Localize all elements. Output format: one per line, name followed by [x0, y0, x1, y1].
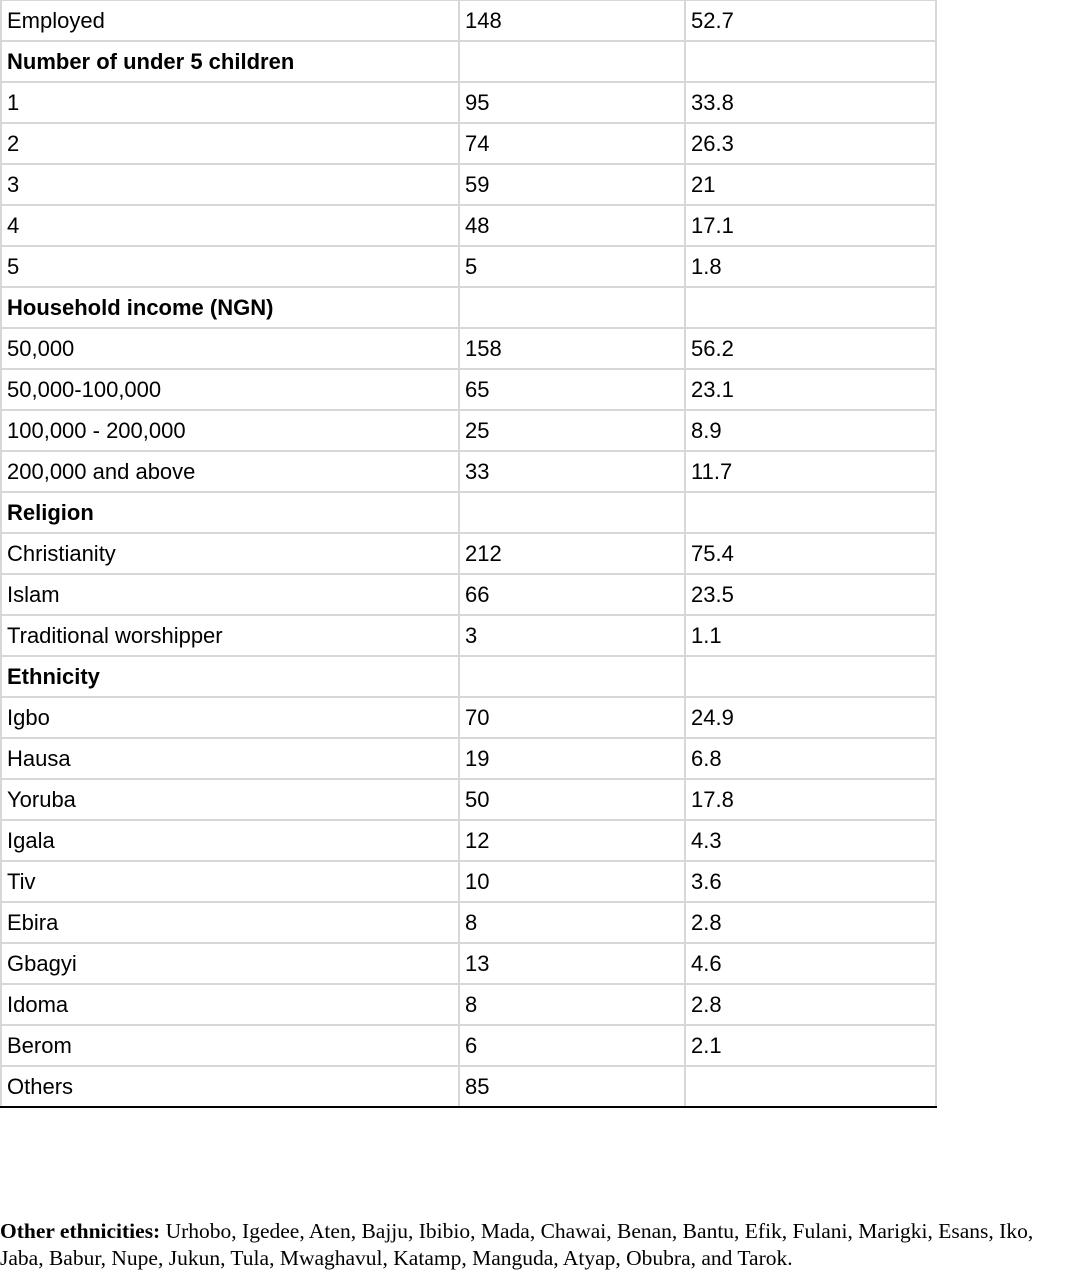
cell-percent: 21 — [685, 164, 936, 205]
cell-count: 95 — [459, 82, 685, 123]
cell-percent: 75.4 — [685, 533, 936, 574]
cell-percent: 1.1 — [685, 615, 936, 656]
cell-label: Tiv — [1, 861, 459, 902]
cell-label: 200,000 and above — [1, 451, 459, 492]
cell-label: 1 — [1, 82, 459, 123]
cell-count: 19 — [459, 738, 685, 779]
cell-percent: 6.8 — [685, 738, 936, 779]
cell-label: Household income (NGN) — [1, 287, 459, 328]
table-row — [1, 861, 936, 902]
cell-count: 158 — [459, 328, 685, 369]
cell-count: 33 — [459, 451, 685, 492]
table-row — [1, 738, 936, 779]
cell-label: 4 — [1, 205, 459, 246]
cell-percent — [685, 41, 936, 82]
cell-label: Igbo — [1, 697, 459, 738]
cell-percent: 2.1 — [685, 1025, 936, 1066]
cell-percent: 11.7 — [685, 451, 936, 492]
table-row — [1, 984, 936, 1025]
table-row — [1, 205, 936, 246]
cell-percent — [685, 492, 936, 533]
cell-label: 5 — [1, 246, 459, 287]
cell-count: 48 — [459, 205, 685, 246]
table-row — [1, 1066, 936, 1107]
cell-label: 3 — [1, 164, 459, 205]
cell-percent: 2.8 — [685, 984, 936, 1025]
cell-count — [459, 41, 685, 82]
cell-count: 25 — [459, 410, 685, 451]
cell-count — [459, 492, 685, 533]
cell-count: 8 — [459, 984, 685, 1025]
cell-count: 3 — [459, 615, 685, 656]
cell-count: 5 — [459, 246, 685, 287]
cell-percent: 4.6 — [685, 943, 936, 984]
cell-percent: 8.9 — [685, 410, 936, 451]
cell-percent — [685, 656, 936, 697]
cell-label: Employed — [1, 0, 459, 41]
cell-label: Ethnicity — [1, 656, 459, 697]
cell-count: 65 — [459, 369, 685, 410]
table-row — [1, 246, 936, 287]
cell-label: 50,000-100,000 — [1, 369, 459, 410]
cell-percent: 56.2 — [685, 328, 936, 369]
cell-label: Number of under 5 children — [1, 41, 459, 82]
table-row — [1, 574, 936, 615]
cell-count: 74 — [459, 123, 685, 164]
cell-percent: 26.3 — [685, 123, 936, 164]
cell-percent: 52.7 — [685, 0, 936, 41]
cell-label: 100,000 - 200,000 — [1, 410, 459, 451]
table-row — [1, 0, 936, 41]
cell-count: 148 — [459, 0, 685, 41]
table-row — [1, 369, 936, 410]
cell-percent: 3.6 — [685, 861, 936, 902]
cell-label: Religion — [1, 492, 459, 533]
cell-label: 2 — [1, 123, 459, 164]
cell-label: Yoruba — [1, 779, 459, 820]
cell-label: Christianity — [1, 533, 459, 574]
cell-count — [459, 656, 685, 697]
cell-label: Idoma — [1, 984, 459, 1025]
footnote-text: Urhobo, Igedee, Aten, Bajju, Ibibio, Mada, Chawai, Benan, Bantu, Efik, Fulani, Marigki, Esans, Iko, Jaba, Babur, Nupe, Jukun, Tula, Mwaghavul, Katamp, Manguda, Atyap, Obubra, and Tarok. — [0, 1219, 1034, 1270]
cell-label: Igala — [1, 820, 459, 861]
cell-count: 10 — [459, 861, 685, 902]
table-section-heading-row — [1, 656, 936, 697]
cell-count: 6 — [459, 1025, 685, 1066]
table-section-heading-row — [1, 492, 936, 533]
table-row — [1, 164, 936, 205]
table-row — [1, 451, 936, 492]
cell-percent — [685, 1066, 936, 1107]
cell-percent: 17.1 — [685, 205, 936, 246]
cell-count: 212 — [459, 533, 685, 574]
table-row — [1, 779, 936, 820]
cell-percent: 23.5 — [685, 574, 936, 615]
table-row — [1, 943, 936, 984]
table-row — [1, 82, 936, 123]
cell-count: 50 — [459, 779, 685, 820]
cell-percent: 4.3 — [685, 820, 936, 861]
table-row — [1, 697, 936, 738]
table-row — [1, 328, 936, 369]
footnote-label: Other ethnicities: — [0, 1219, 161, 1243]
cell-count — [459, 287, 685, 328]
cell-label: Gbagyi — [1, 943, 459, 984]
cell-count: 59 — [459, 164, 685, 205]
cell-label: Berom — [1, 1025, 459, 1066]
table-row — [1, 533, 936, 574]
cell-percent: 23.1 — [685, 369, 936, 410]
table-row — [1, 820, 936, 861]
cell-percent: 24.9 — [685, 697, 936, 738]
cell-label: 50,000 — [1, 328, 459, 369]
cell-percent: 17.8 — [685, 779, 936, 820]
table-section-heading-row — [1, 41, 936, 82]
cell-label: Others — [1, 1066, 459, 1107]
table-row — [1, 410, 936, 451]
cell-label: Hausa — [1, 738, 459, 779]
cell-label: Islam — [1, 574, 459, 615]
table-row — [1, 123, 936, 164]
cell-percent: 1.8 — [685, 246, 936, 287]
cell-count: 12 — [459, 820, 685, 861]
table-row — [1, 1025, 936, 1066]
table-row — [1, 615, 936, 656]
table-section-heading-row — [1, 287, 936, 328]
cell-count: 85 — [459, 1066, 685, 1107]
cell-count: 66 — [459, 574, 685, 615]
cell-percent: 33.8 — [685, 82, 936, 123]
cell-label: Ebira — [1, 902, 459, 943]
cell-percent — [685, 287, 936, 328]
table-body — [1, 0, 936, 1107]
cell-count: 8 — [459, 902, 685, 943]
cell-count: 13 — [459, 943, 685, 984]
cell-label: Traditional worshipper — [1, 615, 459, 656]
table-row — [1, 902, 936, 943]
cell-count: 70 — [459, 697, 685, 738]
cell-percent: 2.8 — [685, 902, 936, 943]
footnote — [0, 1218, 1078, 1272]
